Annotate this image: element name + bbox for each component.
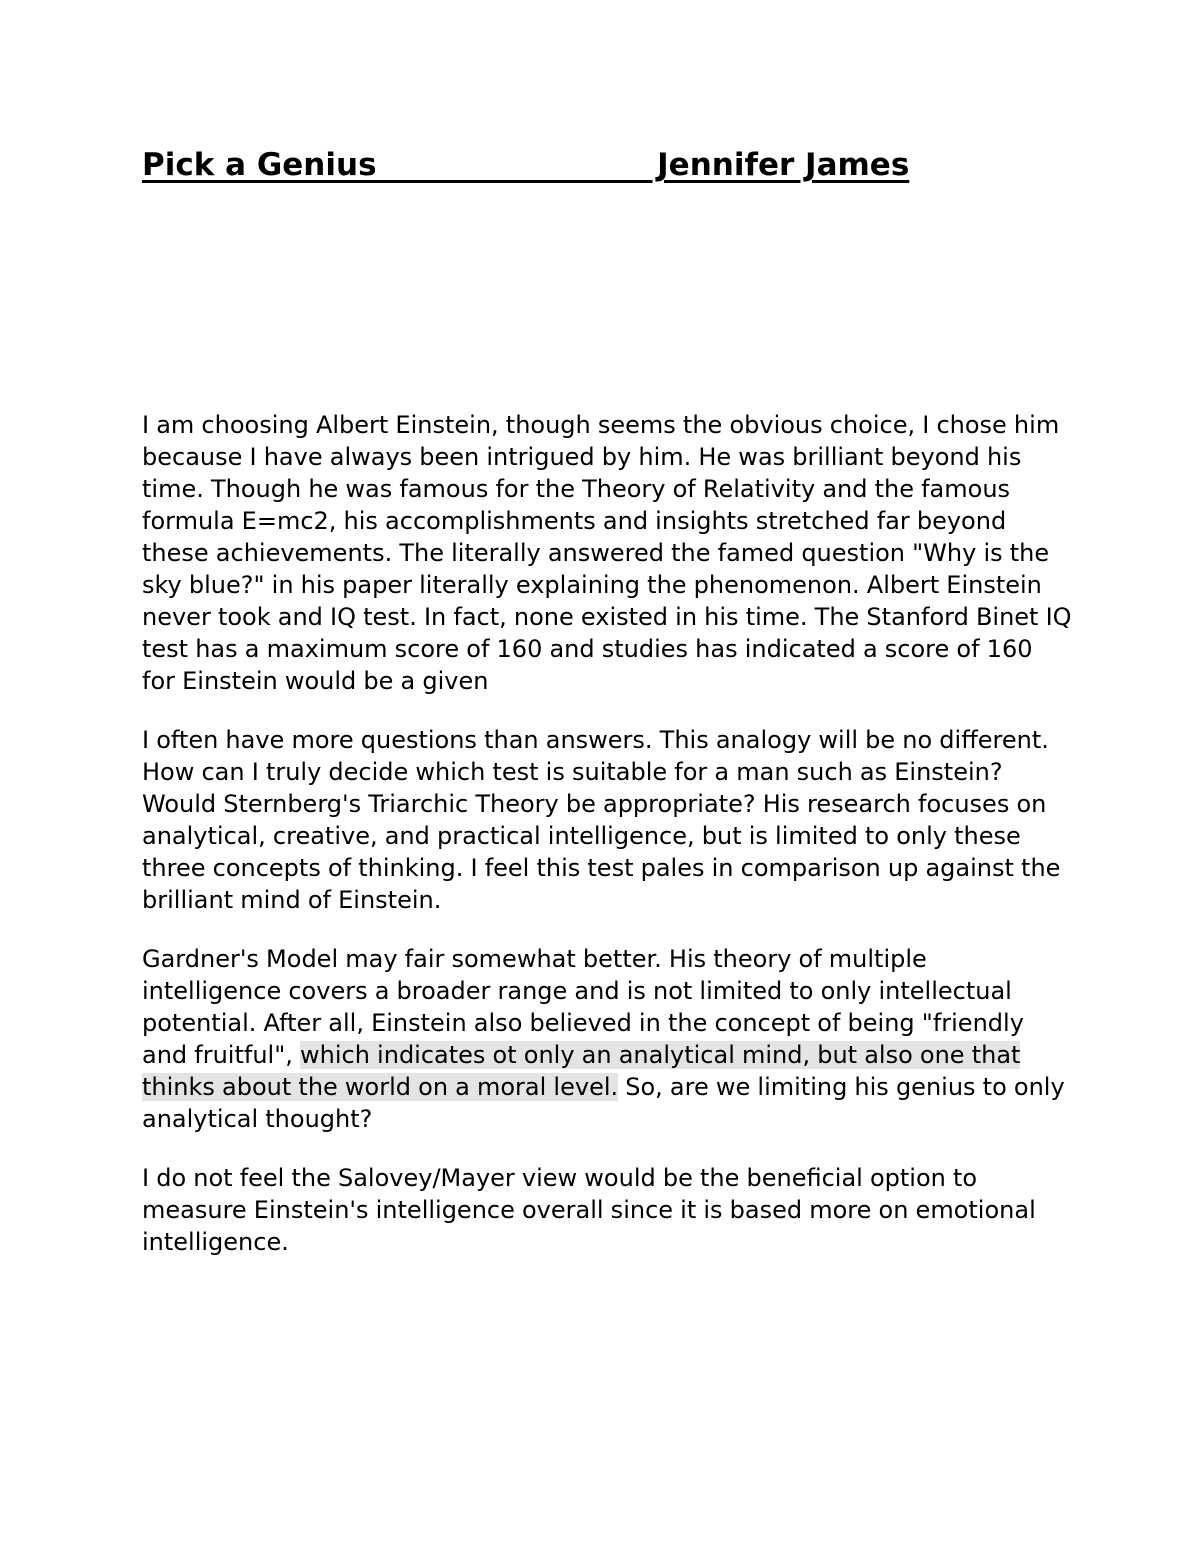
paragraph-sternberg (142, 724, 1072, 916)
paragraph-text: Gardner's Model may fair somewhat better. His theory of multiple intelligence covers a broader range and is not limited to only intellectual potential. After all, Einstein also believed in the concept of being "friendly and fruitful", (142, 945, 1024, 1069)
paragraph-einstein-intro (142, 409, 1072, 697)
highlighted-text: which indicates ot only an analytical mind, but also one that thinks about the world on a moral level. (142, 1041, 1021, 1101)
paragraph-text: I do not feel the Salovey/Mayer view would be the beneficial option to measure Einstein's intelligence overall since it is based more on emotional intelligence. (142, 1164, 1036, 1256)
document-title: Pick a Genius Jennifer James (142, 147, 910, 183)
paragraph-text: I am choosing Albert Einstein, though seems the obvious choice, I chose him because I have always been intrigued by him. He was brilliant beyond his time. Though he was famous for the Theory of Relativity and the famous formula E=mc2, his accomplishments and insights stretched far beyond these achievements. The literally answered the famed question "Why is the sky blue?" in his paper literally explaining the phenomenon. Albert Einstein never took and IQ test. In fact, none existed in his time. The Stanford Binet IQ test has a maximum score of 160 and studies has indicated a score of 160 for Einstein would be a given (142, 411, 1072, 695)
paragraph-gardner (142, 943, 1072, 1135)
paragraph-text: So, are we limiting his genius to only analytical thought? (142, 1073, 1065, 1133)
paragraph-salovey-mayer (142, 1162, 1072, 1258)
document-body (142, 409, 1072, 1285)
paragraph-text: I often have more questions than answers. This analogy will be no different. How can I truly decide which test is suitable for a man such as Einstein? Would Sternberg's Triarchic Theory be appropriate? His research focuses on analytical, creative, and practical intelligence, but is limited to only these three concepts of thinking. I feel this test pales in comparison up against the brilliant mind of Einstein. (142, 726, 1061, 914)
